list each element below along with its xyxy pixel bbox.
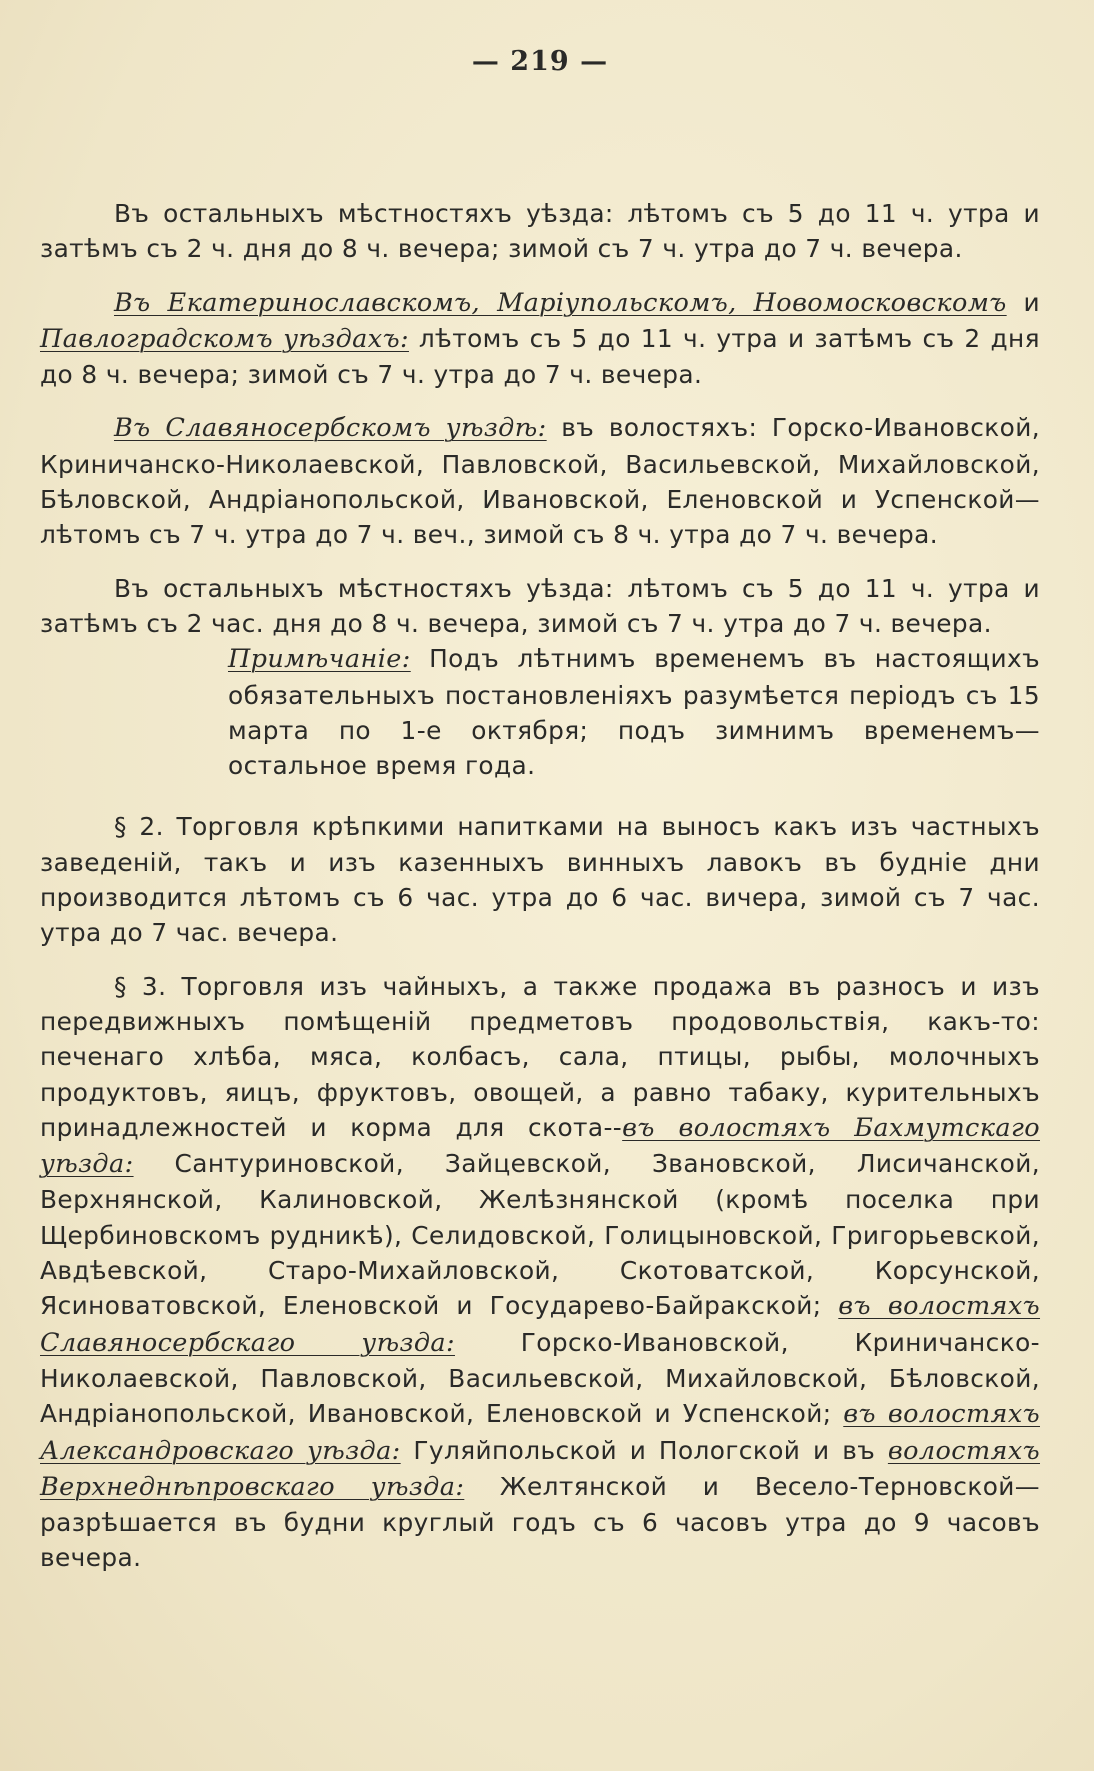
district-heading: въ волостяхъ Бахмутскаго уѣзда: xyxy=(40,1112,1040,1180)
paragraph-other-localities-2 xyxy=(40,571,1040,642)
paragraph-other-localities-1 xyxy=(40,196,1040,267)
district-heading: волостяхъ Верхнеднѣпровскаго уѣзда: xyxy=(40,1435,1040,1502)
paragraph-text: § 3. Торговля изъ чайныхъ, а также продажа въ разносъ и изъ передвижныхъ помѣщеній предметовъ продовольствія, какъ-то: печенаго хлѣба, мяса, колбасъ, сала, птицы, рыбы, молочныхъ продуктовъ, яицъ, фруктовъ, овощей, а равно табаку, курительныхъ принадлежностей и корма для скота-- xyxy=(40,971,1040,1142)
paragraph-slavyanoserbsk-district xyxy=(40,410,1040,552)
district-heading: въ волостяхъ Славяносербскаго уѣзда: xyxy=(40,1291,1041,1358)
paragraph-text: Желтянской и Весело-Терновской—разрѣшается въ будни круглый годъ съ 6 часовъ утра до 9 часовъ вечера. xyxy=(40,1471,1040,1573)
paragraph-ekaterinoslav-districts xyxy=(40,285,1040,393)
paragraph-text: лѣтомъ съ 5 до 11 ч. утра и затѣмъ съ 2 дня до 8 ч. вечера; зимой съ 7 ч. утра до 7 ч. вечера. xyxy=(40,323,1040,390)
district-heading: Въ Екатеринославскомъ, Маріупольскомъ, Новомосковскомъ xyxy=(114,287,1007,318)
page-number: — 219 — xyxy=(471,46,609,77)
paragraph-text: Въ остальныхъ мѣстностяхъ уѣзда: лѣтомъ съ 5 до 11 ч. утра и затѣмъ съ 2 час. дня до 8 ч. вечера, зимой съ 7 ч. утра до 7 ч. вечера. xyxy=(40,573,1040,638)
paragraph-text: § 2. Торговля крѣпкими напитками на выносъ какъ изъ частныхъ заведеній, такъ и изъ казенныхъ винныхъ лавокъ въ будніе дни производится лѣтомъ съ 6 час. утра до 6 час. вичера, зимой съ 7 час. утра до 7 час. вечера. xyxy=(40,812,1040,948)
paragraph-text: въ волостяхъ: Горско-Ивановской, Криничанско-Николаевской, Павловской, Васильевской, Михайловской, Бѣловской, Андріанопольской, Ивановской, Еленовской и Успенской—лѣтомъ съ 7 ч. утра до 7 ч. веч., зимой съ 8 ч. утра до 7 ч. вечера. xyxy=(40,413,1040,550)
district-heading: въ волостяхъ Александровскаго уѣзда: xyxy=(40,1399,1040,1466)
section-3-paragraph xyxy=(40,969,1040,1576)
paragraph-text: Сантуриновской, Зайцевской, Звановской, Лисичанской, Верхнянской, Калиновской, Желѣзнянской (кромѣ поселка при Щербиновскомъ рудникѣ), Селидовской, Голицыновской, Григорьевской, Авдѣевской, Старо-Михайловской, Скотоватской, Корсунской, Ясиноватовской, Еленовской и Государево-Байракской; xyxy=(40,1149,1040,1321)
note-paragraph xyxy=(228,641,1040,783)
section-2-paragraph xyxy=(40,809,1040,950)
document-body xyxy=(40,196,1040,1576)
note-heading: Примѣчаніе: xyxy=(228,644,411,675)
district-heading: Въ Славяносербскомъ уѣздѣ: xyxy=(114,413,547,444)
district-heading: Павлоградскомъ уѣздахъ: xyxy=(40,323,409,354)
note-text: Подъ лѣтнимъ временемъ въ настоящихъ обязательныхъ постановленіяхъ разумѣется періодъ съ 15 марта по 1-е октября; подъ зимнимъ временемъ—остальное время года. xyxy=(228,644,1040,781)
paragraph-text: Горско-Ивановской, Криничанско-Николаевской, Павловской, Васильевской, Михайловской, Бѣловской, Андріанопольской, Ивановской, Еленовской и Успенской; xyxy=(40,1327,1040,1429)
paragraph-text: Въ остальныхъ мѣстностяхъ уѣзда: лѣтомъ съ 5 до 11 ч. утра и затѣмъ съ 2 ч. дня до 8 ч. вечера; зимой съ 7 ч. утра до 7 ч. вечера. xyxy=(40,199,1040,264)
paragraph-text: и xyxy=(1006,287,1040,317)
paragraph-text: Гуляйпольской и Пологской и въ xyxy=(400,1435,888,1465)
